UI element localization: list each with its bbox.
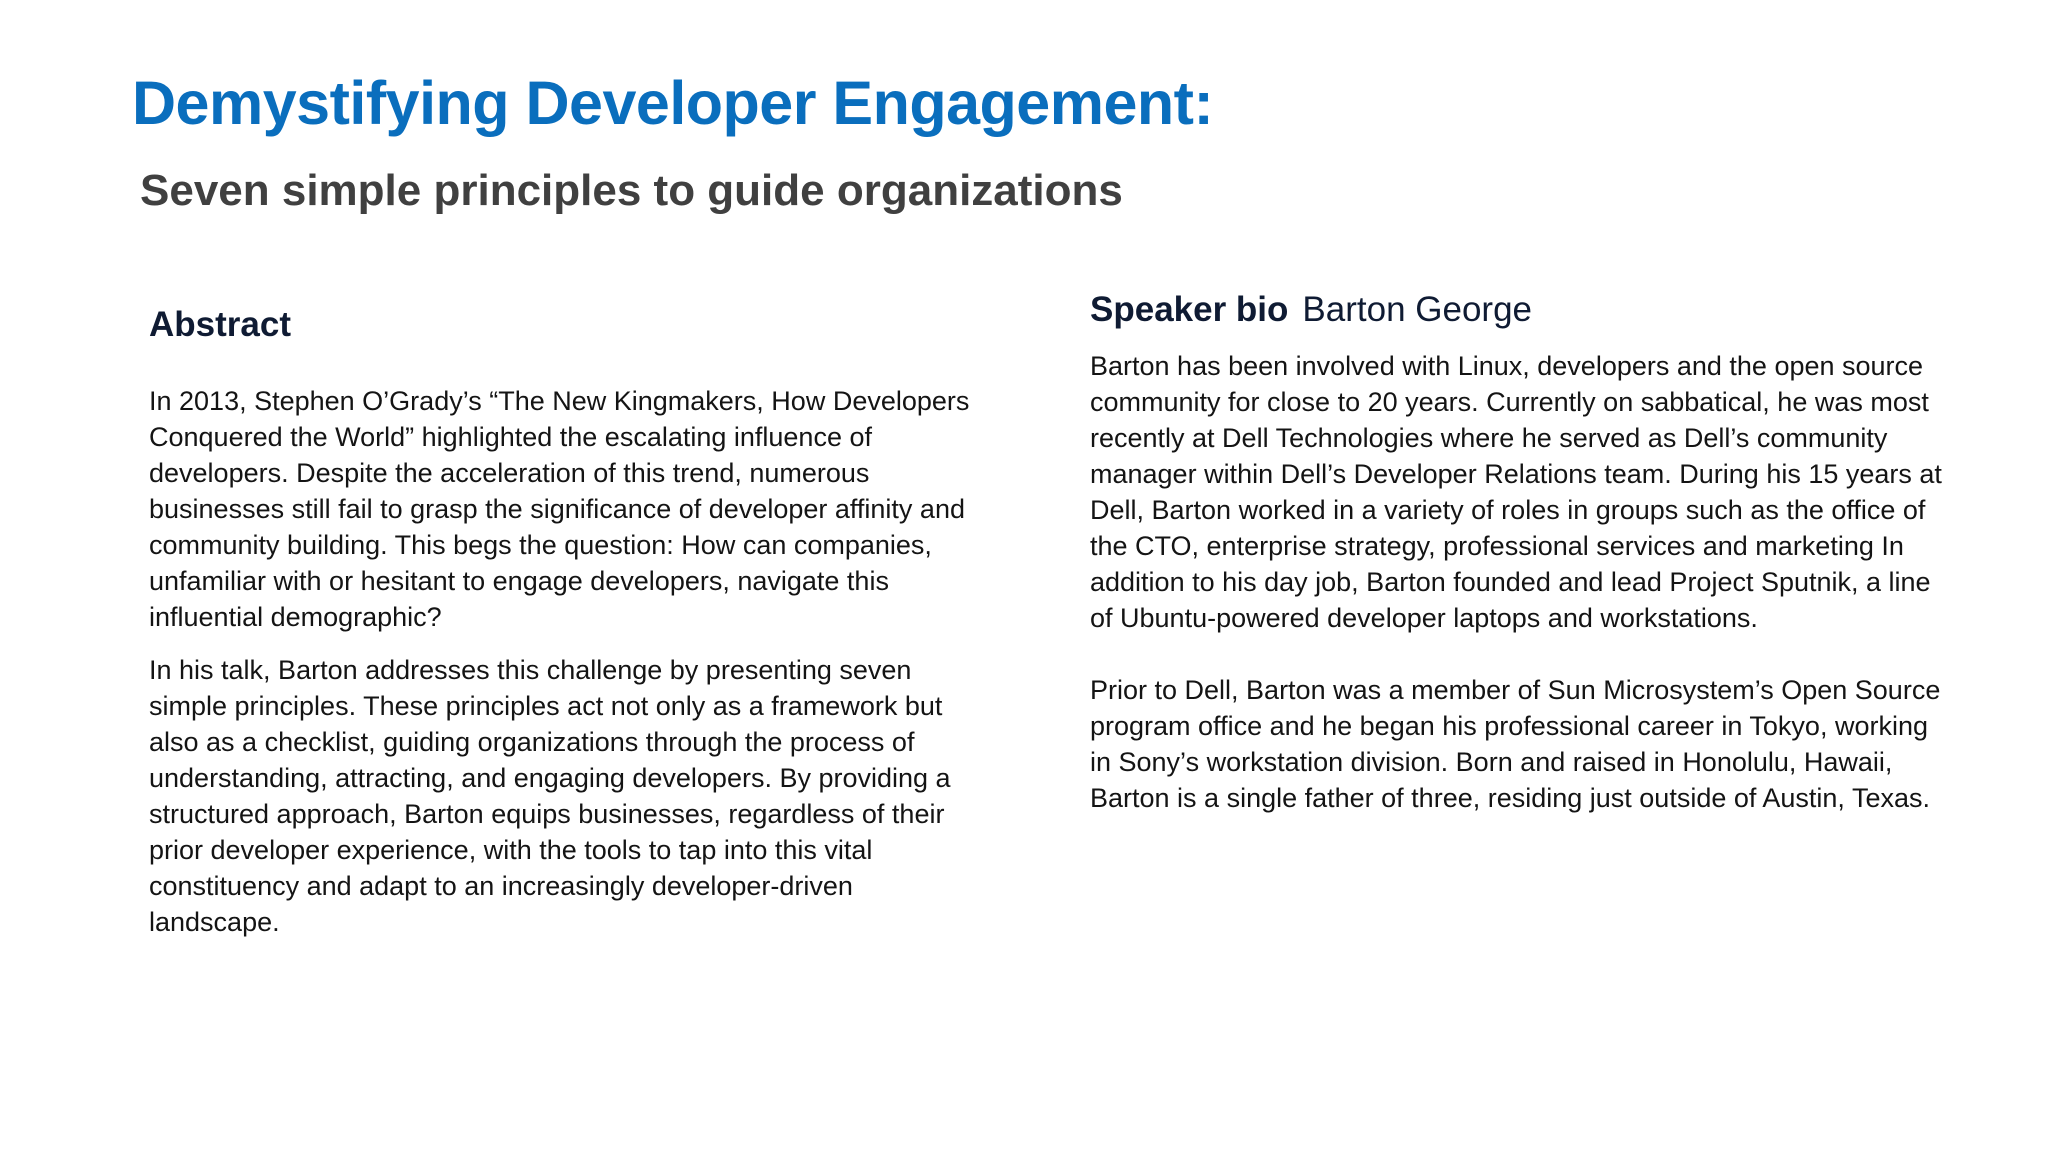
abstract-paragraph-2: In his talk, Barton addresses this challenge by presenting seven simple principles. These principles act not only as a framework but also as a checklist, guiding organizations through the process of understanding, attracting, and engaging developers. By providing a structured approach, Barton equips businesses, regardless of their prior developer experience, with the tools to tap into this vital constituency and adapt to an increasingly developer-driven landscape. — [149, 655, 951, 937]
abstract-heading: Abstract — [149, 305, 291, 344]
speaker-bio-heading: Speaker bio — [1090, 290, 1289, 329]
speaker-bio-heading-row — [1090, 290, 1950, 330]
speaker-name: Barton George — [1302, 290, 1533, 329]
speaker-bio-paragraph-1: Barton has been involved with Linux, developers and the open source community for close to 20 years. Currently on sabbatical, he was most recently at Dell Technologies where he served as Dell’s community manager within Dell’s Developer Relations team. During his 15 years at Dell, Barton worked in a variety of roles in groups such as the office of the CTO, enterprise strategy, professional services and marketing In addition to his day job, Barton founded and lead Project Sputnik, a line of Ubuntu-powered developer laptops and workstations. — [1090, 351, 1942, 633]
abstract-paragraph-1: In 2013, Stephen O’Grady’s “The New Kingmakers, How Developers Conquered the World” highlighted the escalating influence of developers. Despite the acceleration of this trend, numerous businesses still fail to grasp the significance of developer affinity and community building. This begs the question: How can companies, unfamiliar with or hesitant to engage developers, navigate this influential demographic? — [149, 386, 970, 632]
speaker-bio-paragraph-2: Prior to Dell, Barton was a member of Sun Microsystem’s Open Source program office and he began his professional career in Tokyo, working in Sony’s workstation division. Born and raised in Honolulu, Hawaii, Barton is a single father of three, residing just outside of Austin, Texas. — [1090, 675, 1941, 813]
page-subtitle: Seven simple principles to guide organizations — [140, 166, 1123, 215]
abstract-section — [149, 305, 989, 940]
page-title: Demystifying Developer Engagement: — [132, 69, 1214, 137]
speaker-bio-section — [1090, 290, 1950, 816]
